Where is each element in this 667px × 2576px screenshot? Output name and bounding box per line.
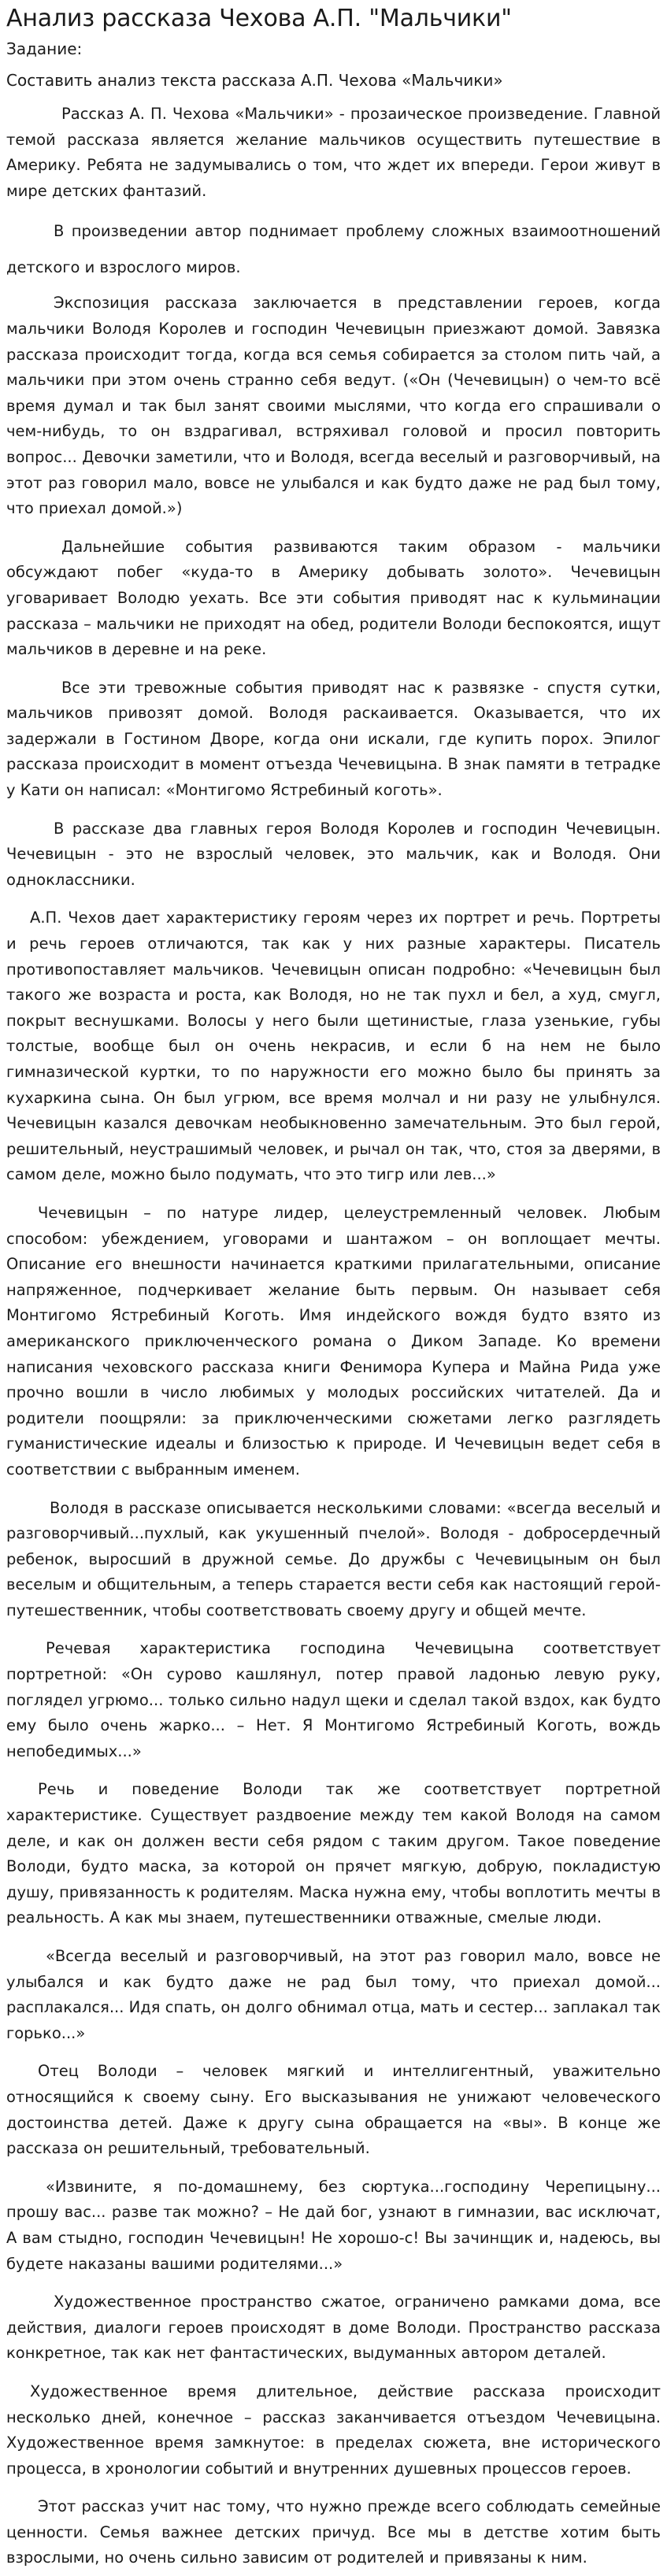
document-title: Анализ рассказа Чехова А.П. "Мальчики" xyxy=(6,5,512,32)
paragraph: Речевая характеристика господина Чечевицына соответствует портретной: «Он сурово кашлянул, потер правой ладонью левую руку, поглядел угрюмо... только сильно надул щеки и сделал такой вздох, как будто ему было очень жарко... – Нет. Я Монтигомо Ястребиный Коготь, вождь непобедимых...» xyxy=(6,1639,661,1760)
paragraph: Художественное время длительное, действие рассказа происходит несколько дней, конечное – рассказ заканчивается отъездом Чечевицына. Художественное время замкнутое: в пределах сюжета, вне исторического процесса, в хронологии событий и внутренних душевных процессов героев. xyxy=(6,2382,661,2478)
task-label: Задание: xyxy=(6,39,83,58)
paragraph: «Всегда веселый и разговорчивый, на этот раз говорил мало, вовсе не улыбался и как будто даже не рад был тому, что приехал домой... расплакался... Идя спать, он долго обнимал отца, мать и сестер... заплакал так горько...» xyxy=(6,1947,661,2042)
paragraph: Чечевицын – по натуре лидер, целеустремленный человек. Любым способом: убеждением, уговорами и шантажом – он воплощает мечты. Описание его внешности начинается краткими прилагательными, описание напряженное, подчеркивает желание быть первым. Он называет себя Монтигомо Ястребиный Коготь. Имя индейского вождя будто взято из американского приключенческого романа о Диком Западе. Ко времени написания чеховского рассказа книги Фенимора Купера и Майна Рида уже прочно вошли в число любимых у молодых российских читателей. Да и родители поощряли: за приключенческими сюжетами легко разглядеть гуманистические идеалы и близостью к природе. И Чечевицын ведет себя в соответствии с выбранным именем. xyxy=(6,1203,661,1479)
paragraph: Все эти тревожные события приводят нас к развязке - спустя сутки, мальчиков привозят домой. Володя раскаивается. Оказывается, что их задержали в Гостином Дворе, когда они искали, где купить порох. Эпилог рассказа происходит в момент отъезда Чечевицына. В знак памяти в тетрадке у Кати он написал: «Монтигомо Ястребиный коготь». xyxy=(6,678,661,800)
paragraph: В произведении автор поднимает проблему сложных взаимоотношений детского и взрослого миров. xyxy=(6,222,661,277)
paragraph: Володя в рассказе описывается несколькими словами: «всегда веселый и разговорчивый...пухлый, как укушенный пчелой». Володя - добросердечный ребенок, выросший в дружной семье. До дружбы с Чечевицыным он был веселым и общительным, а теперь старается вести себя как настоящий герой-путешественник, чтобы соответствовать своему другу и общей мечте. xyxy=(6,1498,661,1619)
paragraph: Рассказ А. П. Чехова «Мальчики» - прозаическое произведение. Главной темой рассказа является желание мальчиков осуществить путешествие в Америку. Ребята не задумывались о том, что ждет их впереди. Герои живут в мире детских фантазий. xyxy=(6,105,661,200)
paragraph: Художественное пространство сжатое, ограничено рамками дома, все действия, диалоги героев происходят в доме Володи. Пространство рассказа конкретное, так как нет фантастических, выдуманных автором деталей. xyxy=(6,2293,661,2363)
paragraph: Отец Володи – человек мягкий и интеллигентный, уважительно относящийся к своему сыну. Его высказывания не унижают человеческого достоинства детей. Даже к другу сына обращается на «вы». В конце же рассказа он решительный, требовательный. xyxy=(6,2062,661,2158)
paragraph: «Извините, я по-домашнему, без сюртука...господину Черепицыну... прошу вас... разве так можно? – Не дай бог, узнают в гимназии, вас исключат, А вам стыдно, господин Чечевицын! Не хорошо-с! Вы зачинщик и, надеюсь, вы будете наказаны вашими родителями...» xyxy=(6,2177,661,2273)
task-text: Составить анализ текста рассказа А.П. Чехова «Мальчики» xyxy=(6,71,503,90)
analysis-body xyxy=(6,102,661,2571)
paragraph: Речь и поведение Володи так же соответствует портретной характеристике. Существует раздвоение между тем какой Володя на самом деле, и как он должен вести себя рядом с таким другом. Такое поведение Володи, будто маска, за которой он прячет мягкую, добрую, покладистую душу, привязанность к родителям. Маска нужна ему, чтобы воплотить мечты в реальность. А как мы знаем, путешественники отважные, смелые люди. xyxy=(6,1780,661,1927)
paragraph: А.П. Чехов дает характеристику героям через их портрет и речь. Портреты и речь героев отличаются, так как у них разные характеры. Писатель противопоставляет мальчиков. Чечевицын описан подробно: «Чечевицын был такого же возраста и роста, как Володя, но не так пухл и бел, а худ, смугл, покрыт веснушками. Волосы у него были щетинистые, глаза узенькие, губы толстые, вообще был он очень некрасив, и если б на нем не было гимназической куртки, то по наружности его можно было бы принять за кухаркина сына. Он был угрюм, все время молчал и ни разу не улыбнулся. Чечевицын казался девочкам необыкновенно замечательным. Это был герой, решительный, неустрашимый человек, и рычал он так, что, стоя за дверями, в самом деле, можно было подумать, что это тигр или лев...» xyxy=(6,909,661,1184)
paragraph: Этот рассказ учит нас тому, что нужно прежде всего соблюдать семейные ценности. Семья важнее детских причуд. Все мы в детстве хотим быть взрослыми, но очень сильно зависим от родителей и привязаны к ним. xyxy=(6,2497,661,2567)
paragraph: Дальнейшие события развиваются таким образом - мальчики обсуждают побег «куда-то в Америку добывать золото». Чечевицын уговаривает Володю уехать. Все эти события приводят нас к кульминации рассказа – мальчики не приходят на обед, родители Володи беспокоятся, ищут мальчиков в деревне и на реке. xyxy=(6,537,661,659)
paragraph: В рассказе два главных героя Володя Королев и господин Чечевицын. Чечевицын - это не взрослый человек, это мальчик, как и Володя. Они одноклассники. xyxy=(6,819,661,889)
paragraph: Экспозиция рассказа заключается в представлении героев, когда мальчики Володя Королев и господин Чечевицын приезжают домой. Завязка рассказа происходит тогда, когда вся семья собирается за столом пить чай, а мальчики при этом очень странно себя ведут. («Он (Чечевицын) о чем-то всё время думал и так был занят своими мыслями, что когда его спрашивали о чем-нибудь, то он вздрагивал, встряхивал головой и просил повторить вопрос... Девочки заметили, что и Володя, всегда веселый и разговорчивый, на этот раз говорил мало, вовсе не улыбался и как будто даже не рад был тому, что приехал домой.») xyxy=(6,294,661,518)
